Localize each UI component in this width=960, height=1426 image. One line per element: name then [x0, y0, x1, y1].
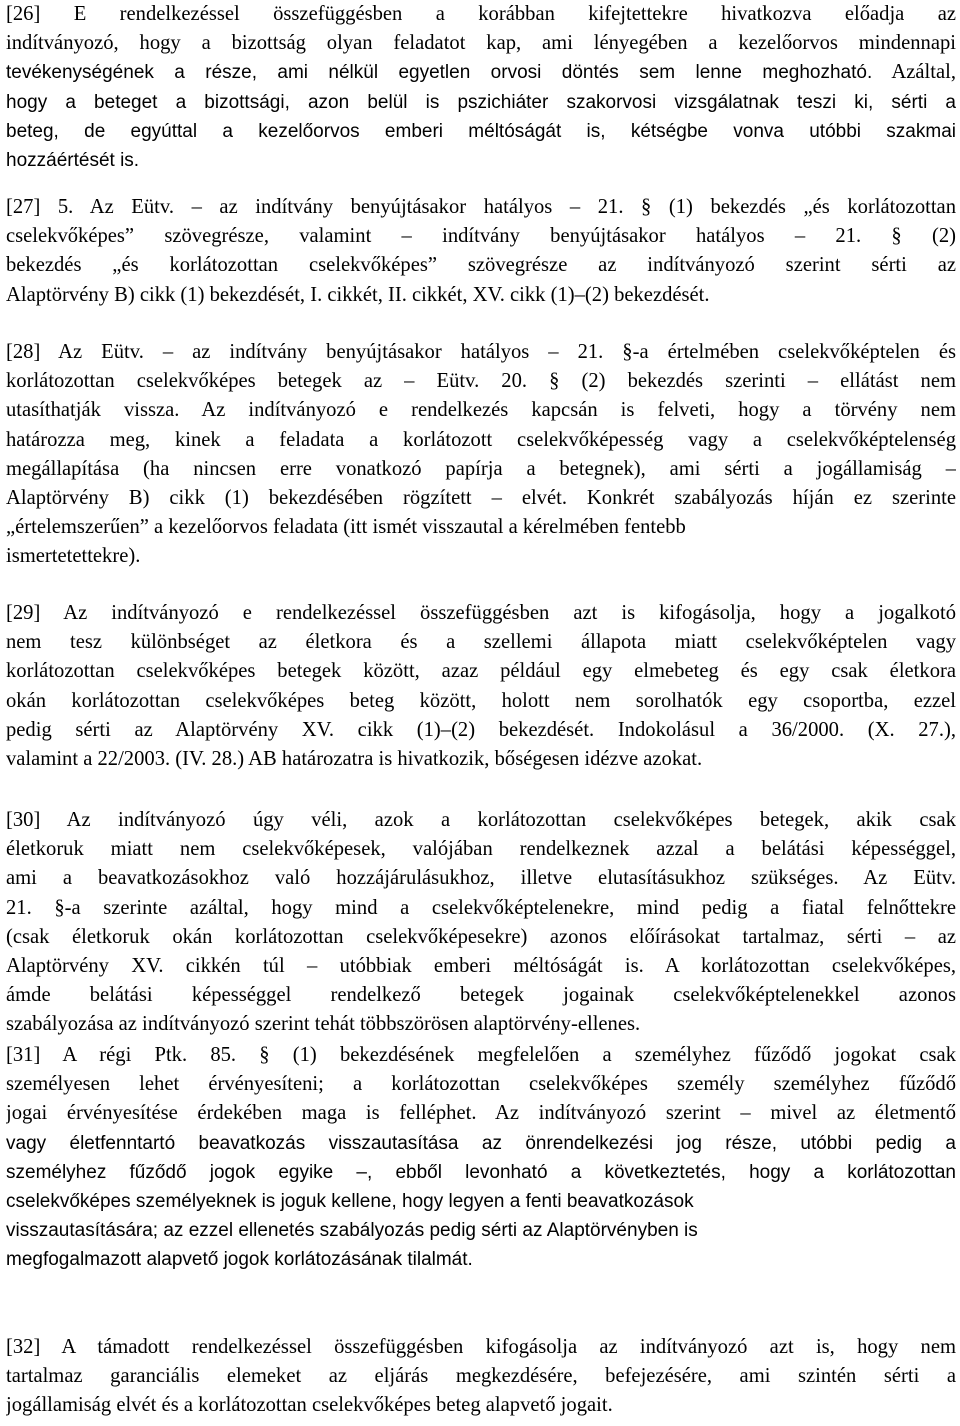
- text-line: [32] A támadott rendelkezéssel összefüggésben kifogásolja az indítványozó azt is, hogy nem: [6, 1336, 956, 1358]
- text-line: életkoruk miatt nem cselekvőképesek, valójában rendelkeznek azzal a belátási képességgel,: [6, 838, 956, 861]
- text-line: nem tesz különbséget az életkora és a szellemi állapota miatt cselekvőképtelen vagy: [6, 631, 956, 654]
- text-line: 21. §-a szerinte azáltal, hogy mind a cselekvőképtelenekre, mind pedig a fiatal felnőttekre: [6, 896, 956, 919]
- paragraph-p30: [6, 806, 956, 1040]
- text-line: hozzáértését is.: [6, 149, 140, 171]
- text-run: Azáltal,: [872, 61, 956, 84]
- text-line: megállapítása (ha nincsen erre vonatkozó papírja a betegnek), ami sérti a jogállamiság –: [6, 457, 956, 480]
- text-line: utasíthatják vissza. Az indítványozó e rendelkezés kapcsán is felveti, hogy a törvény nem: [6, 399, 956, 422]
- text-line: vagy életfenntartó beavatkozás visszautasítása az önrendelkezési jog része, utóbbi pedig a: [6, 1132, 956, 1154]
- text-line: jogai érvényesítése érdekében maga is felléphet. Az indítványozó szerint – mivel az életmentő: [6, 1102, 956, 1125]
- text-line: okán korlátozottan cselekvőképes beteg között, holott nem sorolhatók egy csoportba, ezzel: [6, 689, 956, 712]
- text-line: korlátozottan cselekvőképes betegek az – Eütv. 20. § (2) bekezdés szerinti – ellátást nem: [6, 370, 956, 393]
- text-line: Alaptörvény XV. cikkén túl – utóbbiak emberi méltóságát is. A korlátozottan cselekvőképes,: [6, 954, 956, 977]
- text-line: jogállamiság elvét és a korlátozottan cselekvőképes beteg alapvető jogait.: [6, 1394, 613, 1417]
- text-line: személyesen lehet érvényesíteni; a korlátozottan cselekvőképes személy személyhez fűződő: [6, 1073, 956, 1096]
- text-line: (csak életkoruk okán korlátozottan cselekvőképesekre) azonos előírásokat tartalmaz, sérti – az: [6, 925, 956, 948]
- text-line: bekezdés „és korlátozottan cselekvőképes” szövegrésze az indítványozó szerint sérti az: [6, 254, 956, 277]
- text-line: [27] 5. Az Eütv. – az indítvány benyújtásakor hatályos – 21. § (1) bekezdés „és korlátozottan: [6, 196, 956, 218]
- text-line: határozza meg, kinek a feladata a korlátozott cselekvőképesség vagy a cselekvőképtelenség: [6, 428, 956, 451]
- text-line: tartalmaz garanciális elemeket az eljárás megkezdésére, befejezésére, ami szintén sérti a: [6, 1365, 956, 1388]
- text-line: szabályozása az indítványozó szerint tehát többszörösen alaptörvény-ellenes.: [6, 1013, 641, 1036]
- text-line: beteg, de egyúttal a kezelőorvos emberi méltóságát is, kétségbe vonva utóbbi szakmai: [6, 120, 956, 142]
- paragraph-p32: [6, 1333, 956, 1421]
- text-line: korlátozottan cselekvőképes betegek között, azaz például egy elmebeteg és egy csak életkora: [6, 660, 956, 683]
- text-line: megfogalmazott alapvető jogok korlátozásának tilalmát.: [6, 1249, 473, 1271]
- text-line: [6, 58, 956, 87]
- text-line: [26] E rendelkezéssel összefüggésben a korábban kifejtettekre hivatkozva előadja az: [6, 3, 956, 25]
- text-line: cselekvőképes személyeknek is joguk kellene, hogy legyen a fenti beavatkozások: [6, 1190, 694, 1212]
- paragraph-p31: [6, 1041, 956, 1275]
- text-line: személyhez fűződő jogok egyike –, ebből levonható a következtetés, hogy a korlátozottan: [6, 1161, 956, 1183]
- text-line: [30] Az indítványozó úgy véli, azok a korlátozottan cselekvőképes betegek, akik csak: [6, 809, 956, 831]
- text-line: hogy a beteget a bizottsági, azon belül is pszichiáter szakorvosi vizsgálatnak teszi ki, sérti a: [6, 91, 956, 113]
- paragraph-p28: [6, 338, 956, 572]
- text-line: indítványozó, hogy a bizottság olyan feladatot kap, ami lényegében a kezelőorvos mindennapi: [6, 32, 956, 55]
- text-line: Alaptörvény B) cikk (1) bekezdését, I. cikkét, II. cikkét, XV. cikk (1)–(2) bekezdését.: [6, 283, 710, 306]
- text-line: [31] A régi Ptk. 85. § (1) bekezdésének megfelelően a személyhez fűződő jogokat csak: [6, 1044, 956, 1066]
- text-line: pedig sérti az Alaptörvény XV. cikk (1)–(2) bekezdését. Indokolásul a 36/2000. (X. 27.),: [6, 718, 956, 741]
- text-line: ámde belátási képességgel rendelkező betegek jogainak cselekvőképtelenekkel azonos: [6, 984, 956, 1007]
- text-run: tevékenységének a része, ami nélkül egyetlen orvosi döntés sem lenne meghozható.: [6, 62, 873, 84]
- text-line: cselekvőképes” szövegrésze, valamint – indítvány benyújtásakor hatályos – 21. § (2): [6, 225, 956, 248]
- text-line: valamint a 22/2003. (IV. 28.) AB határozatra is hivatkozik, bőségesen idézve azokat.: [6, 747, 703, 770]
- paragraph-p29: [6, 599, 956, 774]
- text-line: visszautasítására; az ezzel ellenetés szabályozás pedig sérti az Alaptörvényben is: [6, 1220, 698, 1242]
- text-line: Alaptörvény B) cikk (1) bekezdésében rögzített – elvét. Konkrét szabályozás híján ez szerinte: [6, 486, 956, 509]
- paragraph-p26: [6, 0, 956, 175]
- paragraph-p27: [6, 193, 956, 310]
- text-line: [28] Az Eütv. – az indítvány benyújtásakor hatályos – 21. §-a értelmében cselekvőképtelen és: [6, 341, 956, 363]
- text-line: [29] Az indítványozó e rendelkezéssel összefüggésben azt is kifogásolja, hogy a jogalkotó: [6, 602, 956, 624]
- text-line: ismertetettekre).: [6, 545, 141, 568]
- text-line: „értelemszerűen” a kezelőorvos feladata (itt ismét visszautal a kérelmében fentebb: [6, 516, 686, 539]
- text-line: ami a beavatkozásokhoz való hozzájárulásukhoz, illetve elutasításukhoz szükséges. Az Eütv.: [6, 867, 956, 890]
